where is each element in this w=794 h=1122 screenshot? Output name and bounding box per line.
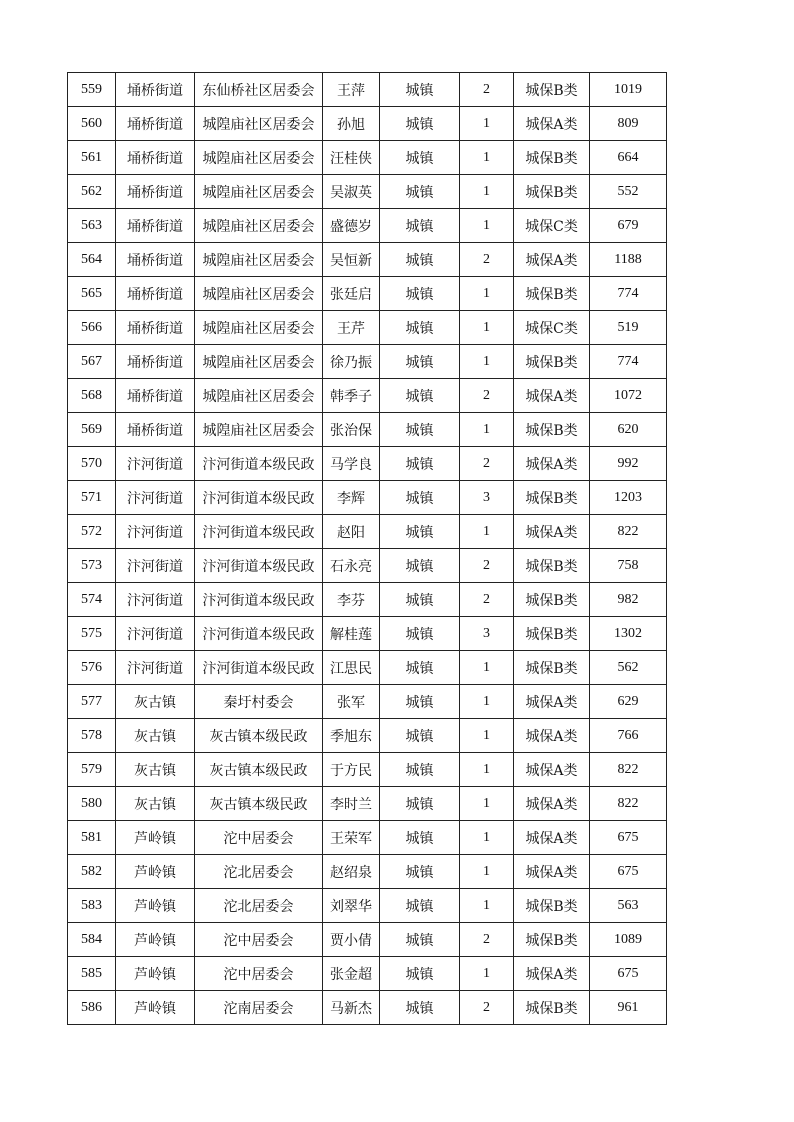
table-row [68, 413, 667, 447]
row-index-cell: 565 [68, 277, 116, 311]
table-row [68, 141, 667, 175]
committee-name-cell: 秦圩村委会 [195, 685, 323, 719]
committee-name-cell: 汴河街道本级民政 [195, 617, 323, 651]
street-name-cell: 灰古镇 [116, 787, 195, 821]
area-type-cell: 城镇 [380, 549, 460, 583]
person-name-cell: 季旭东 [323, 719, 380, 753]
committee-name-cell: 沱中居委会 [195, 923, 323, 957]
insurance-category-cell: 城保B类 [514, 175, 590, 209]
insurance-category-cell: 城保A类 [514, 821, 590, 855]
amount-cell: 679 [590, 209, 667, 243]
table-row [68, 821, 667, 855]
amount-cell: 1019 [590, 73, 667, 107]
area-type-cell: 城镇 [380, 447, 460, 481]
table-row [68, 685, 667, 719]
committee-name-cell: 沱中居委会 [195, 821, 323, 855]
row-index-cell: 577 [68, 685, 116, 719]
person-name-cell: 汪桂侠 [323, 141, 380, 175]
street-name-cell: 汴河街道 [116, 549, 195, 583]
table-row [68, 787, 667, 821]
street-name-cell: 汴河街道 [116, 447, 195, 481]
street-name-cell: 汴河街道 [116, 481, 195, 515]
table-row [68, 889, 667, 923]
insurance-category-cell: 城保B类 [514, 481, 590, 515]
committee-name-cell: 沱南居委会 [195, 991, 323, 1025]
row-index-cell: 578 [68, 719, 116, 753]
amount-cell: 774 [590, 277, 667, 311]
street-name-cell: 芦岭镇 [116, 923, 195, 957]
area-type-cell: 城镇 [380, 583, 460, 617]
person-name-cell: 徐乃振 [323, 345, 380, 379]
committee-name-cell: 城隍庙社区居委会 [195, 311, 323, 345]
area-type-cell: 城镇 [380, 481, 460, 515]
committee-name-cell: 灰古镇本级民政 [195, 753, 323, 787]
committee-name-cell: 东仙桥社区居委会 [195, 73, 323, 107]
insurance-category-cell: 城保A类 [514, 243, 590, 277]
household-count-cell: 2 [460, 923, 514, 957]
street-name-cell: 芦岭镇 [116, 991, 195, 1025]
area-type-cell: 城镇 [380, 379, 460, 413]
area-type-cell: 城镇 [380, 141, 460, 175]
insurance-category-cell: 城保A类 [514, 855, 590, 889]
street-name-cell: 汴河街道 [116, 651, 195, 685]
amount-cell: 629 [590, 685, 667, 719]
committee-name-cell: 灰古镇本级民政 [195, 719, 323, 753]
person-name-cell: 石永亮 [323, 549, 380, 583]
person-name-cell: 贾小倩 [323, 923, 380, 957]
insurance-category-cell: 城保B类 [514, 277, 590, 311]
street-name-cell: 埇桥街道 [116, 345, 195, 379]
row-index-cell: 575 [68, 617, 116, 651]
household-count-cell: 2 [460, 379, 514, 413]
household-count-cell: 2 [460, 447, 514, 481]
person-name-cell: 王萍 [323, 73, 380, 107]
committee-name-cell: 汴河街道本级民政 [195, 583, 323, 617]
insurance-category-cell: 城保B类 [514, 583, 590, 617]
row-index-cell: 574 [68, 583, 116, 617]
person-name-cell: 张廷启 [323, 277, 380, 311]
area-type-cell: 城镇 [380, 991, 460, 1025]
committee-name-cell: 城隍庙社区居委会 [195, 413, 323, 447]
person-name-cell: 解桂莲 [323, 617, 380, 651]
table-row [68, 651, 667, 685]
insurance-category-cell: 城保C类 [514, 209, 590, 243]
committee-name-cell: 城隍庙社区居委会 [195, 345, 323, 379]
household-count-cell: 1 [460, 413, 514, 447]
area-type-cell: 城镇 [380, 413, 460, 447]
amount-cell: 961 [590, 991, 667, 1025]
household-count-cell: 1 [460, 311, 514, 345]
row-index-cell: 567 [68, 345, 116, 379]
row-index-cell: 559 [68, 73, 116, 107]
street-name-cell: 埇桥街道 [116, 107, 195, 141]
insurance-category-cell: 城保C类 [514, 311, 590, 345]
person-name-cell: 于方民 [323, 753, 380, 787]
household-count-cell: 3 [460, 617, 514, 651]
amount-cell: 675 [590, 821, 667, 855]
table-row [68, 753, 667, 787]
area-type-cell: 城镇 [380, 515, 460, 549]
insurance-category-cell: 城保B类 [514, 991, 590, 1025]
amount-cell: 552 [590, 175, 667, 209]
area-type-cell: 城镇 [380, 787, 460, 821]
row-index-cell: 566 [68, 311, 116, 345]
amount-cell: 774 [590, 345, 667, 379]
street-name-cell: 埇桥街道 [116, 243, 195, 277]
household-count-cell: 1 [460, 345, 514, 379]
amount-cell: 992 [590, 447, 667, 481]
amount-cell: 664 [590, 141, 667, 175]
household-count-cell: 1 [460, 855, 514, 889]
insurance-category-cell: 城保A类 [514, 719, 590, 753]
household-count-cell: 1 [460, 209, 514, 243]
row-index-cell: 570 [68, 447, 116, 481]
insurance-category-cell: 城保B类 [514, 889, 590, 923]
household-count-cell: 2 [460, 583, 514, 617]
row-index-cell: 581 [68, 821, 116, 855]
household-count-cell: 1 [460, 277, 514, 311]
committee-name-cell: 城隍庙社区居委会 [195, 243, 323, 277]
table-row [68, 209, 667, 243]
committee-name-cell: 城隍庙社区居委会 [195, 277, 323, 311]
table-row [68, 243, 667, 277]
person-name-cell: 张金超 [323, 957, 380, 991]
amount-cell: 1203 [590, 481, 667, 515]
row-index-cell: 571 [68, 481, 116, 515]
person-name-cell: 江思民 [323, 651, 380, 685]
row-index-cell: 560 [68, 107, 116, 141]
table-row [68, 549, 667, 583]
area-type-cell: 城镇 [380, 345, 460, 379]
area-type-cell: 城镇 [380, 209, 460, 243]
street-name-cell: 埇桥街道 [116, 311, 195, 345]
street-name-cell: 芦岭镇 [116, 957, 195, 991]
person-name-cell: 张军 [323, 685, 380, 719]
household-count-cell: 1 [460, 753, 514, 787]
person-name-cell: 张治保 [323, 413, 380, 447]
amount-cell: 675 [590, 957, 667, 991]
table-row [68, 719, 667, 753]
household-count-cell: 1 [460, 175, 514, 209]
household-count-cell: 1 [460, 685, 514, 719]
insurance-category-cell: 城保A类 [514, 379, 590, 413]
area-type-cell: 城镇 [380, 277, 460, 311]
area-type-cell: 城镇 [380, 617, 460, 651]
person-name-cell: 赵绍泉 [323, 855, 380, 889]
amount-cell: 766 [590, 719, 667, 753]
household-count-cell: 1 [460, 957, 514, 991]
area-type-cell: 城镇 [380, 957, 460, 991]
insurance-category-cell: 城保A类 [514, 447, 590, 481]
street-name-cell: 灰古镇 [116, 753, 195, 787]
area-type-cell: 城镇 [380, 719, 460, 753]
roster-body [68, 73, 667, 1025]
amount-cell: 822 [590, 753, 667, 787]
insurance-category-cell: 城保A类 [514, 685, 590, 719]
table-row [68, 277, 667, 311]
amount-cell: 1302 [590, 617, 667, 651]
household-count-cell: 3 [460, 481, 514, 515]
household-count-cell: 1 [460, 107, 514, 141]
person-name-cell: 韩季子 [323, 379, 380, 413]
street-name-cell: 芦岭镇 [116, 821, 195, 855]
table-row [68, 617, 667, 651]
row-index-cell: 576 [68, 651, 116, 685]
person-name-cell: 王芹 [323, 311, 380, 345]
row-index-cell: 585 [68, 957, 116, 991]
person-name-cell: 李时兰 [323, 787, 380, 821]
person-name-cell: 李芬 [323, 583, 380, 617]
household-count-cell: 2 [460, 549, 514, 583]
area-type-cell: 城镇 [380, 685, 460, 719]
street-name-cell: 汴河街道 [116, 583, 195, 617]
person-name-cell: 赵阳 [323, 515, 380, 549]
table-row [68, 345, 667, 379]
committee-name-cell: 城隍庙社区居委会 [195, 107, 323, 141]
table-row [68, 481, 667, 515]
amount-cell: 822 [590, 787, 667, 821]
insurance-category-cell: 城保B类 [514, 549, 590, 583]
insurance-category-cell: 城保B类 [514, 413, 590, 447]
committee-name-cell: 沱中居委会 [195, 957, 323, 991]
street-name-cell: 埇桥街道 [116, 209, 195, 243]
committee-name-cell: 城隍庙社区居委会 [195, 175, 323, 209]
person-name-cell: 李辉 [323, 481, 380, 515]
row-index-cell: 586 [68, 991, 116, 1025]
person-name-cell: 王荣军 [323, 821, 380, 855]
street-name-cell: 埇桥街道 [116, 73, 195, 107]
row-index-cell: 569 [68, 413, 116, 447]
committee-name-cell: 城隍庙社区居委会 [195, 141, 323, 175]
row-index-cell: 563 [68, 209, 116, 243]
person-name-cell: 吴淑英 [323, 175, 380, 209]
committee-name-cell: 沱北居委会 [195, 855, 323, 889]
household-count-cell: 1 [460, 651, 514, 685]
household-count-cell: 1 [460, 515, 514, 549]
row-index-cell: 568 [68, 379, 116, 413]
amount-cell: 809 [590, 107, 667, 141]
amount-cell: 982 [590, 583, 667, 617]
table-row [68, 991, 667, 1025]
insurance-category-cell: 城保B类 [514, 141, 590, 175]
row-index-cell: 582 [68, 855, 116, 889]
committee-name-cell: 汴河街道本级民政 [195, 447, 323, 481]
committee-name-cell: 城隍庙社区居委会 [195, 379, 323, 413]
row-index-cell: 573 [68, 549, 116, 583]
household-count-cell: 1 [460, 141, 514, 175]
area-type-cell: 城镇 [380, 311, 460, 345]
table-row [68, 855, 667, 889]
person-name-cell: 吴恒新 [323, 243, 380, 277]
row-index-cell: 572 [68, 515, 116, 549]
person-name-cell: 马新杰 [323, 991, 380, 1025]
person-name-cell: 盛德岁 [323, 209, 380, 243]
row-index-cell: 583 [68, 889, 116, 923]
household-count-cell: 2 [460, 991, 514, 1025]
row-index-cell: 562 [68, 175, 116, 209]
household-count-cell: 2 [460, 243, 514, 277]
street-name-cell: 埇桥街道 [116, 379, 195, 413]
table-row [68, 447, 667, 481]
insurance-category-cell: 城保B类 [514, 923, 590, 957]
area-type-cell: 城镇 [380, 821, 460, 855]
table-row [68, 923, 667, 957]
area-type-cell: 城镇 [380, 175, 460, 209]
row-index-cell: 580 [68, 787, 116, 821]
street-name-cell: 汴河街道 [116, 617, 195, 651]
amount-cell: 675 [590, 855, 667, 889]
committee-name-cell: 汴河街道本级民政 [195, 549, 323, 583]
person-name-cell: 刘翠华 [323, 889, 380, 923]
area-type-cell: 城镇 [380, 651, 460, 685]
amount-cell: 562 [590, 651, 667, 685]
area-type-cell: 城镇 [380, 855, 460, 889]
insurance-category-cell: 城保A类 [514, 107, 590, 141]
area-type-cell: 城镇 [380, 889, 460, 923]
area-type-cell: 城镇 [380, 107, 460, 141]
table-row [68, 73, 667, 107]
amount-cell: 1089 [590, 923, 667, 957]
area-type-cell: 城镇 [380, 73, 460, 107]
committee-name-cell: 汴河街道本级民政 [195, 481, 323, 515]
insurance-category-cell: 城保B类 [514, 651, 590, 685]
street-name-cell: 灰古镇 [116, 685, 195, 719]
amount-cell: 620 [590, 413, 667, 447]
committee-name-cell: 汴河街道本级民政 [195, 651, 323, 685]
table-row [68, 311, 667, 345]
person-name-cell: 孙旭 [323, 107, 380, 141]
committee-name-cell: 城隍庙社区居委会 [195, 209, 323, 243]
roster-table [67, 72, 667, 1025]
household-count-cell: 1 [460, 821, 514, 855]
insurance-category-cell: 城保A类 [514, 753, 590, 787]
table-row [68, 107, 667, 141]
street-name-cell: 埇桥街道 [116, 175, 195, 209]
insurance-category-cell: 城保A类 [514, 515, 590, 549]
area-type-cell: 城镇 [380, 243, 460, 277]
area-type-cell: 城镇 [380, 923, 460, 957]
committee-name-cell: 沱北居委会 [195, 889, 323, 923]
street-name-cell: 灰古镇 [116, 719, 195, 753]
amount-cell: 1188 [590, 243, 667, 277]
household-count-cell: 1 [460, 719, 514, 753]
area-type-cell: 城镇 [380, 753, 460, 787]
street-name-cell: 埇桥街道 [116, 413, 195, 447]
table-row [68, 583, 667, 617]
street-name-cell: 汴河街道 [116, 515, 195, 549]
amount-cell: 1072 [590, 379, 667, 413]
committee-name-cell: 灰古镇本级民政 [195, 787, 323, 821]
household-count-cell: 1 [460, 787, 514, 821]
street-name-cell: 芦岭镇 [116, 889, 195, 923]
amount-cell: 758 [590, 549, 667, 583]
table-row [68, 175, 667, 209]
insurance-category-cell: 城保B类 [514, 73, 590, 107]
street-name-cell: 埇桥街道 [116, 141, 195, 175]
committee-name-cell: 汴河街道本级民政 [195, 515, 323, 549]
household-count-cell: 1 [460, 889, 514, 923]
table-row [68, 957, 667, 991]
row-index-cell: 564 [68, 243, 116, 277]
row-index-cell: 584 [68, 923, 116, 957]
insurance-category-cell: 城保A类 [514, 957, 590, 991]
amount-cell: 519 [590, 311, 667, 345]
insurance-category-cell: 城保B类 [514, 617, 590, 651]
insurance-category-cell: 城保A类 [514, 787, 590, 821]
amount-cell: 822 [590, 515, 667, 549]
street-name-cell: 埇桥街道 [116, 277, 195, 311]
row-index-cell: 579 [68, 753, 116, 787]
table-row [68, 515, 667, 549]
street-name-cell: 芦岭镇 [116, 855, 195, 889]
insurance-category-cell: 城保B类 [514, 345, 590, 379]
row-index-cell: 561 [68, 141, 116, 175]
person-name-cell: 马学良 [323, 447, 380, 481]
amount-cell: 563 [590, 889, 667, 923]
table-row [68, 379, 667, 413]
household-count-cell: 2 [460, 73, 514, 107]
